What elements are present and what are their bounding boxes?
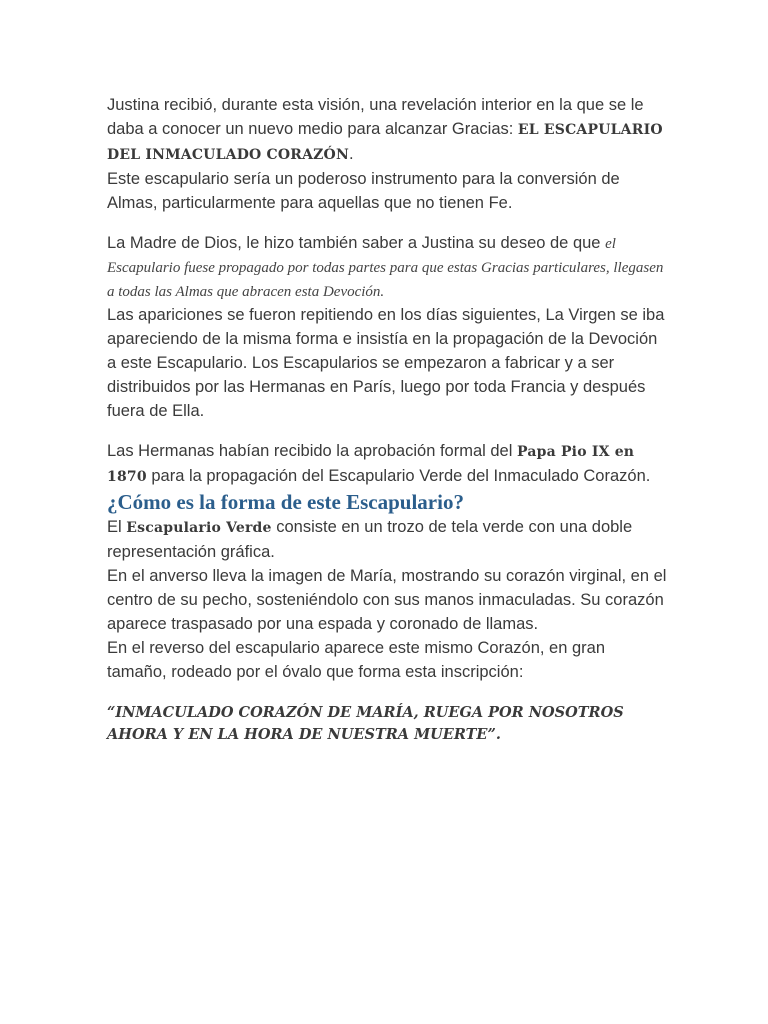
italic-quote-desire: el Escapulario fuese propagado por todas partes para que estas Gracias particulares, llegasen a todas las Almas que abracen esta Devoción. bbox=[107, 236, 664, 300]
text: Las apariciones se fueron repitiendo en los días siguientes, La Virgen se iba apareciendo de la misma forma e insistía en la propagación de la Devoción a este Escapulario. Los Escapularios se empezaron a fabricar y a ser distribuidos por las Hermanas en París, luego por toda Francia y después fuera de Ella. bbox=[107, 306, 665, 420]
paragraph-revelation bbox=[107, 93, 667, 215]
text: para la propagación del Escapulario Verde del Inmaculado Corazón. bbox=[146, 467, 651, 485]
paragraph-apparitions bbox=[107, 231, 667, 423]
emphasis-escapulario-verde: Escapulario Verde bbox=[126, 520, 272, 536]
text: . bbox=[348, 145, 354, 163]
section-heading: ¿Cómo es la forma de este Escapulario? bbox=[107, 490, 464, 514]
text: En el reverso del escapulario aparece este mismo Corazón, en gran tamaño, rodeado por el óvalo que forma esta inscripción: bbox=[107, 639, 606, 681]
text: El bbox=[107, 518, 127, 536]
text: Justina recibió, durante esta visión, una revelación interior en la que se le daba a conocer un nuevo medio para alcanzar Gracias: bbox=[107, 96, 644, 138]
document-page bbox=[107, 93, 667, 761]
text: La Madre de Dios, le hizo también saber a Justina su deseo de que bbox=[107, 234, 606, 252]
text: consiste en un trozo de tela verde con una doble representación gráfica. bbox=[107, 518, 633, 561]
inscription-quote: “INMACULADO CORAZÓN DE MARÍA, RUEGA POR NOSOTROS AHORA Y EN LA HORA DE NUESTRA MUERTE”. bbox=[107, 704, 624, 743]
emphasis-papa-pio: Papa Pio IX en 1870 bbox=[107, 444, 635, 485]
emphasis-escapulario-title: EL ESCAPULARIO DEL INMACULADO CORAZÓN bbox=[107, 122, 663, 163]
text: En el anverso lleva la imagen de María, mostrando su corazón virginal, en el centro de su pecho, sosteniéndolo con sus manos inmaculadas. Su corazón aparece traspasado por una espada y coronado de llamas. bbox=[107, 567, 667, 633]
paragraph-approval bbox=[107, 439, 667, 489]
text: Este escapulario sería un poderoso instrumento para la conversión de Almas, particularmente para aquellas que no tienen Fe. bbox=[107, 170, 620, 212]
paragraph-description bbox=[107, 515, 667, 684]
text: Las Hermanas habían recibido la aprobación formal del bbox=[107, 442, 517, 460]
